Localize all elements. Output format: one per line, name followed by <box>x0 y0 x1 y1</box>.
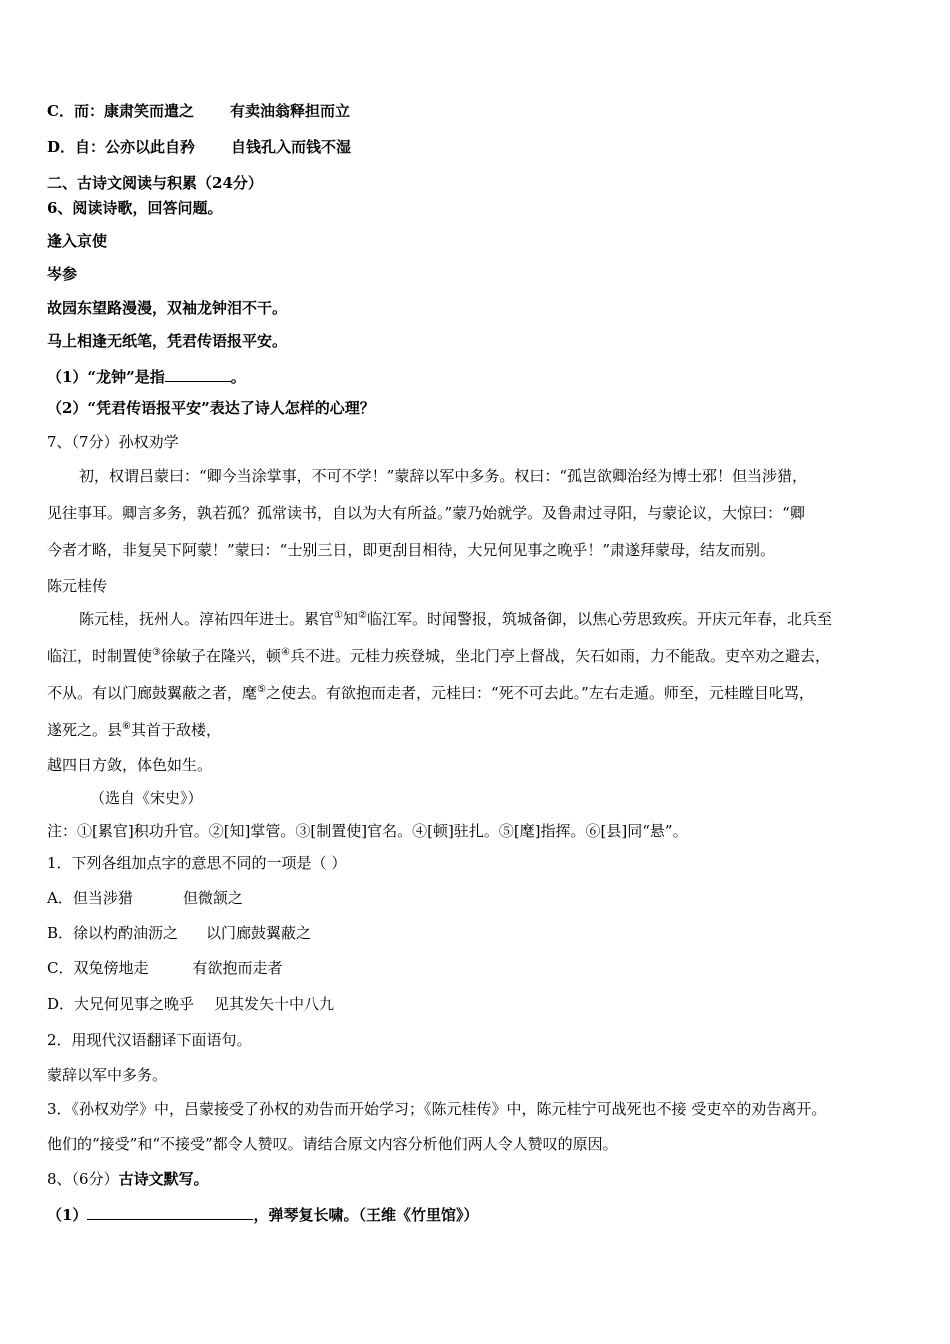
annotation-note: 注：①[累官]积功升官。②[知]掌管。③[制置使]官名。④[顿]驻扎。⑤[麾]指挥。⑥[县]同“悬”。 <box>47 822 688 840</box>
source-note: （选自《宋史》） <box>90 789 203 807</box>
footnote-marker: ⑥ <box>122 721 131 732</box>
poem-author: 岑参 <box>47 265 78 283</box>
passage-2-line: 遂死之。县⑥其首于敌楼， <box>47 721 221 739</box>
poem-line-2: 马上相逢无纸笔，凭君传语报平安。 <box>47 332 288 350</box>
passage-1-line: 见往事耳。卿言多务，孰若孤？孤常读书，自以为大有所益。”蒙乃始就学。及鲁肃过寻阳，与蒙论议，大惊曰：“卿 <box>47 504 805 522</box>
poem-line-1: 故园东望路漫漫，双袖龙钟泪不干。 <box>47 299 288 317</box>
passage-1-line: 初，权谓吕蒙曰：“卿今当涂掌事，不可不学！”蒙辞以军中多务。权曰：“孤岂欲卿治经为博士邪！但当涉猎， <box>79 467 808 485</box>
passage-2-line: 不从。有以门廊鼓翼蔽之者，麾⑤之使去。有欲抱而走者，元桂曰：“死不可去此。”左右走遁。师至，元桂瞠目叱骂， <box>47 684 814 702</box>
footnote-marker: ② <box>358 610 367 621</box>
question-7-3-line: 3．《孙权劝学》中，吕蒙接受了孙权的劝告而开始学习；《陈元桂传》中，陈元桂宁可战死也不接 受吏卒的劝告离开。 <box>47 1100 827 1118</box>
question-7-1: 1．下列各组加点字的意思不同的一项是（ ） <box>47 854 347 872</box>
question-8-sub-1: （1） ，弹琴复长啸。（王维《竹里馆》） <box>47 1203 478 1225</box>
answer-blank[interactable] <box>165 365 231 382</box>
question-7-3-line: 他们的“接受”和“不接受”都令人赞叹。请结合原文内容分析他们两人令人赞叹的原因。 <box>47 1135 618 1153</box>
translation-sentence: 蒙辞以军中多务。 <box>47 1066 168 1084</box>
passage-2-line: 越四日方敛，体色如生。 <box>47 756 213 774</box>
passage-1-line: 今者才略，非复吴下阿蒙！”蒙曰：“士别三日，即更刮目相待，大兄何见事之晚乎！”肃遂拜蒙母，结友而别。 <box>47 541 776 559</box>
passage-2-line: 临江，时制置使③徐敏子在隆兴，顿④兵不进。元桂力疾登城，坐北门亭上督战，矢石如雨，力不能敌。吏卒劝之避去， <box>47 647 830 665</box>
footnote-marker: ⑤ <box>257 684 266 695</box>
footnote-marker: ① <box>334 610 343 621</box>
passage-2-title: 陈元桂传 <box>47 577 108 595</box>
question-6-sub-1: （1）“龙钟”是指 。 <box>47 365 246 387</box>
question-7-stem: 7、（7分）孙权劝学 <box>47 433 179 451</box>
footnote-marker: ④ <box>281 647 290 658</box>
option-d: D．自：公亦以此自矜 自钱孔入而钱不湿 <box>47 138 352 156</box>
choice-a[interactable]: A．但当涉猎 但微颔之 <box>47 889 243 907</box>
question-8-stem: 8、（6分）古诗文默写。 <box>47 1170 209 1188</box>
choice-d[interactable]: D．大兄何见事之晚乎 见其发矢十中八九 <box>47 995 335 1013</box>
choice-b[interactable]: B．徐以杓酌油沥之 以门廊鼓翼蔽之 <box>47 924 312 942</box>
question-6-stem: 6、阅读诗歌，回答问题。 <box>47 199 223 217</box>
option-c: C．而：康肃笑而遣之 有卖油翁释担而立 <box>47 102 350 120</box>
poem-title: 逢入京使 <box>47 232 108 250</box>
passage-2-line: 陈元桂，抚州人。淳祐四年进士。累官①知②临江军。时闻警报，筑城备御，以焦心劳思致疾。开庆元年春，北兵至 <box>79 610 832 628</box>
question-6-sub-2: （2）“凭君传语报平安”表达了诗人怎样的心理？ <box>47 399 375 417</box>
question-7-2: 2．用现代汉语翻译下面语句。 <box>47 1031 252 1049</box>
section-heading: 二、古诗文阅读与积累（24分） <box>47 174 263 192</box>
choice-c[interactable]: C．双兔傍地走 有欲抱而走者 <box>47 959 283 977</box>
footnote-marker: ③ <box>152 647 161 658</box>
answer-blank[interactable] <box>87 1203 253 1220</box>
